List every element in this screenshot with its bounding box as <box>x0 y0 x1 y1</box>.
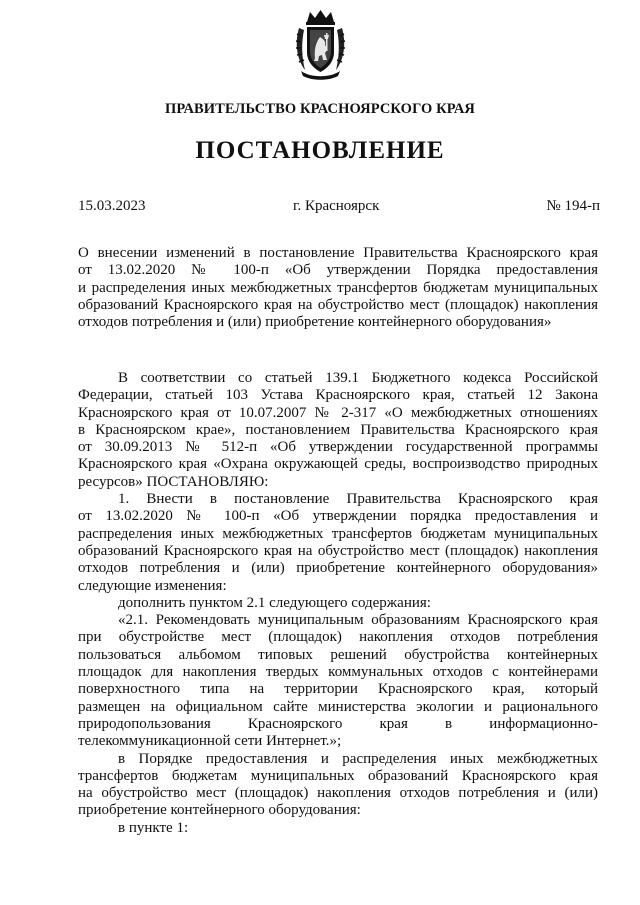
body-line: площадок для накопления твердых коммунальных отходов с контейнерами <box>78 664 598 681</box>
document-meta-row <box>78 198 600 218</box>
subject-line: О внесении изменений в постановление Правительства Красноярского края <box>78 245 598 261</box>
body-line: «2.1. Рекомендовать муниципальным образованиям Красноярского края <box>118 612 598 629</box>
body-line: дополнить пунктом 2.1 следующего содержания: <box>118 594 431 611</box>
body-line: распределения иных межбюджетных трансфертов бюджетам муниципальных <box>78 525 598 542</box>
document-body <box>78 370 598 837</box>
document-number: № 194-п <box>546 198 600 214</box>
body-line: при обустройстве мест (площадок) накопления отходов потребления <box>78 629 598 646</box>
body-line: поверхностного типа на территории Красноярского края, который <box>78 681 598 698</box>
body-line: В соответствии со статьей 139.1 Бюджетного кодекса Российской <box>118 370 598 386</box>
body-line: Федерации, статьей 103 Устава Красноярского края, статьей 12 Закона <box>78 387 598 404</box>
body-line: размещен на официальном сайте министерства экологии и рационального <box>78 698 598 715</box>
body-line: телекоммуникационной сети Интернет.»; <box>78 733 342 750</box>
body-line: ресурсов» ПОСТАНОВЛЯЮ: <box>78 473 269 490</box>
document-city: г. Красноярск <box>293 198 380 214</box>
government-title: ПРАВИТЕЛЬСТВО КРАСНОЯРСКОГО КРАЯ <box>164 101 475 117</box>
body-line: от 30.09.2013 № 512-п «Об утверждении государственной программы <box>78 439 598 456</box>
body-line: на обустройство мест (площадок) накопления отходов потребления и (или) <box>78 785 598 802</box>
body-line: следующие изменения: <box>78 577 227 594</box>
body-line: приобретение контейнерного оборудования: <box>78 802 361 819</box>
document-subject <box>78 245 598 331</box>
subject-line: и распределения иных межбюджетных трансфертов бюджетам муниципальных <box>78 279 598 296</box>
subject-line: образований Красноярского края на обустройство мест (площадок) накопления <box>78 296 598 313</box>
body-line: отходов потребления и (или) приобретение контейнерного оборудования» <box>78 560 598 577</box>
coat-of-arms-emblem <box>293 8 348 82</box>
subject-line: от 13.02.2020 № 100-п «Об утверждении Порядка предоставления <box>78 262 598 279</box>
body-line: трансфертов бюджетам муниципальных образований Красноярского края <box>78 767 598 784</box>
body-line: в Красноярском крае», постановлением Правительства Красноярского края <box>78 421 598 438</box>
body-line: природопользования Красноярского края в информационно- <box>78 715 598 732</box>
body-line: пользоваться альбомом типовых решений обустройства контейнерных <box>78 646 598 663</box>
document-date: 15.03.2023 <box>78 198 146 214</box>
document-type-heading: ПОСТАНОВЛЕНИЕ <box>195 137 445 164</box>
body-line: 1. Внести в постановление Правительства Красноярского края <box>118 491 598 508</box>
body-line: в Порядке предоставления и распределения иных межбюджетных <box>118 750 598 767</box>
subject-line: отходов потребления и (или) приобретение контейнерного оборудования» <box>78 314 552 331</box>
body-line: Красноярского края от 10.07.2007 № 2-317 «О межбюджетных отношениях <box>78 404 598 421</box>
body-line: образований Красноярского края на обустройство мест (площадок) накопления <box>78 542 598 559</box>
body-line: Красноярского края «Охрана окружающей среды, воспроизводство природных <box>78 456 598 473</box>
body-line: в пункте 1: <box>118 819 189 836</box>
body-line: от 13.02.2020 № 100-п «Об утверждении порядка предоставления и <box>78 508 598 525</box>
